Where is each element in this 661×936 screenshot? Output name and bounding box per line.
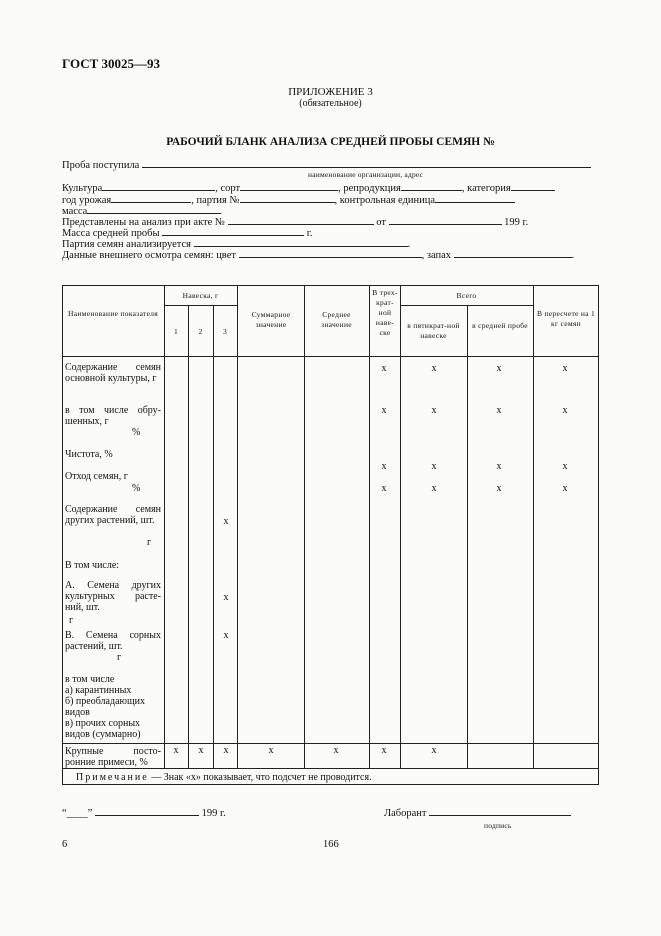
- not-counted-mark: x: [198, 745, 204, 756]
- col-line: [213, 305, 214, 768]
- col-line: [400, 285, 401, 768]
- act-date-field[interactable]: [389, 215, 502, 225]
- row-predominant: б) преобладающих видов: [65, 696, 146, 718]
- col-line: [533, 285, 534, 768]
- not-counted-mark: x: [496, 405, 502, 416]
- row-weed-g: г: [117, 652, 122, 663]
- analysis-table: [62, 285, 599, 785]
- not-counted-mark: x: [268, 745, 274, 756]
- table-right-border: [598, 285, 599, 785]
- not-counted-mark: x: [173, 745, 179, 756]
- not-counted-mark: x: [562, 483, 568, 494]
- batch-analyzed-label: Партия семян анализируется: [62, 239, 191, 250]
- not-counted-mark: x: [333, 745, 339, 756]
- form-title: РАБОЧИЙ БЛАНК АНАЛИЗА СРЕДНЕЙ ПРОБЫ СЕМЯН №: [166, 136, 495, 148]
- from-label: от: [376, 217, 386, 228]
- date-month-field[interactable]: [95, 806, 199, 816]
- not-counted-mark: x: [381, 483, 387, 494]
- control-unit-label: , контрольная единица: [334, 195, 436, 206]
- not-counted-mark: x: [223, 516, 229, 527]
- dot: .: [407, 239, 411, 250]
- table-left-border: [62, 285, 63, 785]
- row-weed-seeds: В. Семена сорных растений, шт.: [65, 630, 161, 652]
- row-including-2: в том числе: [65, 674, 115, 685]
- row-line: [400, 305, 533, 306]
- harvest-year-field[interactable]: [111, 193, 191, 203]
- color-label: Данные внешнего осмотра семян: цвет: [62, 250, 236, 261]
- not-counted-mark: x: [496, 483, 502, 494]
- culture-label: Культура: [62, 183, 103, 194]
- col-line: [304, 285, 305, 768]
- reproduction-field[interactable]: [401, 181, 462, 191]
- not-counted-mark: x: [431, 745, 437, 756]
- standard-number: ГОСТ 30025—93: [62, 56, 161, 71]
- not-counted-mark: x: [496, 363, 502, 374]
- row-line: [62, 356, 599, 357]
- not-counted-mark: x: [381, 745, 387, 756]
- sample-mass-label: Масса средней пробы: [62, 228, 160, 239]
- table-note: [76, 772, 372, 783]
- batch-analyzed-field[interactable]: [194, 237, 408, 247]
- act-number-field[interactable]: [228, 215, 374, 225]
- not-counted-mark: x: [431, 461, 437, 472]
- grams-suffix: г.: [306, 228, 313, 239]
- year-suffix: 199 г.: [504, 217, 529, 228]
- row-husked: в том числе обру-шенных, г: [65, 405, 161, 427]
- lab-label: Лаборант: [384, 808, 427, 819]
- row-cultural-g: г: [69, 615, 74, 626]
- control-unit-field[interactable]: [435, 193, 515, 203]
- row-quarantine: а) карантинных: [65, 685, 132, 696]
- col-line: [188, 305, 189, 768]
- org-caption: наименование организации, адрес: [308, 170, 424, 179]
- not-counted-mark: x: [562, 461, 568, 472]
- not-counted-mark: x: [223, 745, 229, 756]
- row-other-weeds: в) прочих сорных видов (суммарно): [65, 718, 141, 740]
- not-counted-mark: x: [381, 363, 387, 374]
- note-label: Примечание: [76, 772, 149, 783]
- culture-field[interactable]: [102, 181, 215, 191]
- batch-field[interactable]: [240, 193, 335, 203]
- not-counted-mark: x: [381, 405, 387, 416]
- row-large-impurities: Крупные посто-ронние примеси, %: [65, 746, 161, 768]
- date-day: “____”: [62, 808, 93, 819]
- received-field[interactable]: [142, 158, 591, 168]
- harvest-year-label: год урожая: [62, 195, 112, 206]
- not-counted-mark: x: [431, 363, 437, 374]
- row-waste: Отход семян, г: [65, 471, 128, 482]
- row-other-plants: Содержание семян других растений, шт.: [65, 504, 161, 526]
- lab-signature-field[interactable]: [429, 806, 571, 816]
- row-purity: Чистота, %: [65, 449, 113, 460]
- not-counted-mark: x: [223, 630, 229, 641]
- header-weight-1: 1: [173, 327, 179, 336]
- smell-label: , запах: [421, 250, 452, 261]
- col-line: [467, 305, 468, 768]
- not-counted-mark: x: [562, 405, 568, 416]
- row-main-content: Содержание семян основной культуры, г: [65, 362, 161, 384]
- not-counted-mark: x: [223, 592, 229, 603]
- sample-mass-field[interactable]: [162, 226, 304, 236]
- header-triple: В трех-крат-ной наве-ске: [372, 288, 398, 337]
- variety-label: , сорт: [215, 183, 241, 194]
- table-top-border: [62, 285, 599, 286]
- variety-field[interactable]: [240, 181, 338, 191]
- not-counted-mark: x: [431, 483, 437, 494]
- note-text: — Знак «x» показывает, что подсчет не проводится.: [148, 772, 372, 783]
- not-counted-mark: x: [496, 461, 502, 472]
- mass-field[interactable]: [87, 204, 221, 214]
- header-indicator: Наименование показателя: [67, 309, 159, 318]
- header-total: Всего: [456, 291, 477, 300]
- page-left-number: 6: [62, 839, 68, 850]
- category-label: , категория: [461, 183, 511, 194]
- submitted-label: Представлены на анализ при акте №: [62, 217, 225, 228]
- header-avg-sample: в средней пробе: [472, 321, 528, 330]
- col-line: [369, 285, 370, 768]
- page-center-number: 166: [323, 839, 339, 850]
- date-line: [62, 806, 226, 820]
- header-weight-3: 3: [222, 327, 228, 336]
- signature-caption: подпись: [484, 821, 512, 830]
- smell-field[interactable]: [454, 248, 572, 258]
- row-line: [62, 743, 599, 744]
- row-waste-percent: %: [132, 483, 141, 494]
- external-line: [62, 248, 574, 262]
- header-sum: Суммарное значение: [251, 310, 291, 329]
- batch-label: , партия №: [191, 195, 240, 206]
- table-bottom-border: [62, 784, 599, 785]
- date-year: 199 г.: [201, 808, 226, 819]
- reproduction-label: , репродукция: [338, 183, 401, 194]
- header-five-fold: в пятикрат-ной навеске: [407, 321, 460, 340]
- header-per-kg: В пересчете на 1 кг семян: [536, 309, 595, 328]
- appendix-type: (обязательное): [299, 98, 362, 109]
- row-cultural-seeds: А. Семена других культурных расте-ний, шт.: [65, 580, 161, 613]
- not-counted-mark: x: [381, 461, 387, 472]
- dot2: .: [571, 250, 575, 261]
- mass-label: масса: [62, 206, 88, 217]
- not-counted-mark: x: [562, 363, 568, 374]
- row-other-plants-g: г: [147, 537, 152, 548]
- received-label: Проба поступила: [62, 160, 140, 171]
- row-husked-percent: %: [132, 427, 141, 438]
- header-weight-2: 2: [198, 327, 203, 336]
- col-line: [164, 285, 165, 768]
- header-average: Среднее значение: [321, 310, 352, 329]
- appendix-label: ПРИЛОЖЕНИЕ 3: [288, 86, 373, 98]
- col-line: [237, 285, 238, 768]
- not-counted-mark: x: [431, 405, 437, 416]
- row-line: [164, 305, 237, 306]
- lab-line: [384, 806, 571, 820]
- category-field[interactable]: [511, 181, 555, 191]
- color-field[interactable]: [239, 248, 422, 258]
- row-including: В том числе:: [65, 560, 120, 571]
- row-line: [62, 768, 599, 769]
- header-weights: Навеска, г: [182, 291, 219, 300]
